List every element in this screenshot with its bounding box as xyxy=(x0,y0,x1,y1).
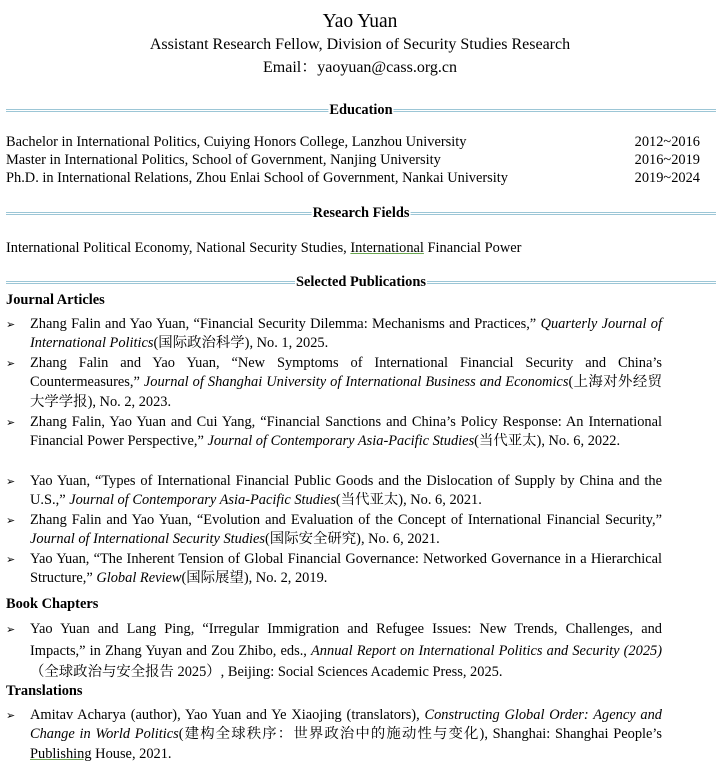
publication-item xyxy=(6,354,662,412)
pub-journal: Quarterly Journal of International Politics xyxy=(30,316,662,352)
translations-subheading: Translations xyxy=(6,683,83,699)
education-degree: Bachelor in International Politics, Cuiying Honors College, Lanzhou University xyxy=(6,134,467,150)
publication-item xyxy=(6,315,662,354)
pub-details: (国际展望), No. 2, 2019. xyxy=(181,570,328,587)
education-years: 2016~2019 xyxy=(634,152,700,168)
publication-item xyxy=(6,619,662,684)
pub-journal: Constructing Global Order: Agency and Change in World Politics xyxy=(30,707,662,743)
pub-details: (建构全球秩序：世界政治中的施动性与变化), Shanghai: Shanghai People’s xyxy=(178,726,662,743)
education-years: 2019~2024 xyxy=(634,170,700,186)
cv-name: Yao Yuan xyxy=(322,11,398,32)
arrowhead-bullet-icon: ➢ xyxy=(6,318,16,331)
pub-journal: Annual Report on International Politics and Security (2025) xyxy=(311,642,662,659)
journal-articles-subheading: Journal Articles xyxy=(6,292,105,308)
education-degree: Master in International Politics, School of Government, Nanjing University xyxy=(6,152,441,168)
pub-journal: Journal of Contemporary Asia-Pacific Studies xyxy=(69,492,336,509)
pub-citation: Amitav Acharya (author), Yao Yuan and Ye Xiaojing (translators), xyxy=(30,707,425,723)
book-chapters-subheading: Book Chapters xyxy=(6,596,99,612)
research-fields-part: Financial Power xyxy=(423,240,522,256)
publication-item xyxy=(6,472,662,511)
publications-heading: Selected Publications xyxy=(296,274,426,290)
pub-details: House, 2021. xyxy=(91,745,172,762)
education-row xyxy=(6,133,700,151)
cv-email: Email：yaoyuan@cass.org.cn xyxy=(263,59,457,76)
pub-citation: Yao Yuan, “The Inherent Tension of Global Financial Governance: Networked Governance in a Hierarchical Structure,” xyxy=(30,551,662,587)
arrowhead-bullet-icon: ➢ xyxy=(6,475,16,488)
research-fields-section-header xyxy=(6,204,716,222)
research-fields-text xyxy=(6,239,521,257)
education-years: 2012~2016 xyxy=(634,134,700,150)
pub-citation: Zhang Falin and Yao Yuan, “Evolution and Evaluation of the Concept of International Financial Security,” xyxy=(30,512,662,528)
publication-item xyxy=(6,511,662,550)
pub-details: （全球政治与安全报告 2025）, Beijing: Social Sciences Academic Press, 2025. xyxy=(30,664,503,680)
pub-details: (国际安全研究), No. 6, 2021. xyxy=(265,531,440,548)
education-degree: Ph.D. in International Relations, Zhou Enlai School of Government, Nankai University xyxy=(6,170,508,186)
arrowhead-bullet-icon: ➢ xyxy=(6,623,16,636)
arrowhead-bullet-icon: ➢ xyxy=(6,357,16,370)
arrowhead-bullet-icon: ➢ xyxy=(6,416,16,429)
pub-citation: Yao Yuan, “Types of International Financial Public Goods and the Dislocation of Supply by China and the U.S.,” xyxy=(30,473,662,509)
pub-citation: Zhang Falin, Yao Yuan and Cui Yang, “Financial Sanctions and China’s Policy Response: An International Financial Power Perspective,” xyxy=(30,414,662,450)
publication-item xyxy=(6,550,662,589)
education-section-header xyxy=(6,101,716,119)
education-row xyxy=(6,151,700,169)
research-fields-underlined: International xyxy=(350,240,424,256)
publications-section-header xyxy=(6,273,716,291)
pub-journal: Journal of International Security Studies xyxy=(30,531,266,548)
pub-details: (上海对外经贸大学学报), No. 2, 2023. xyxy=(30,374,662,410)
arrowhead-bullet-icon: ➢ xyxy=(6,553,16,566)
pub-details-underlined: Publishing xyxy=(30,745,92,762)
pub-details: (当代亚太), No. 6, 2021. xyxy=(335,492,482,509)
arrowhead-bullet-icon: ➢ xyxy=(6,709,16,722)
pub-citation: Zhang Falin and Yao Yuan, “New Symptoms of International Financial Security and China’s Countermeasures,” xyxy=(30,355,662,391)
pub-citation: Yao Yuan and Lang Ping, “Irregular Immigration and Refugee Issues: New Trends, Challenges, and Impacts,” in Zhang Yuyan and Zou Zhibo, eds., xyxy=(30,621,662,659)
pub-journal: Journal of Contemporary Asia-Pacific Studies xyxy=(207,433,475,450)
pub-journal: Journal of Shanghai University of International Business and Economics xyxy=(143,374,569,391)
pub-details: (当代亚太), No. 6, 2022. xyxy=(474,433,621,450)
arrowhead-bullet-icon: ➢ xyxy=(6,514,16,527)
research-fields-heading: Research Fields xyxy=(312,205,410,221)
cv-role: Assistant Research Fellow, Division of Security Studies Research xyxy=(149,36,571,53)
education-heading: Education xyxy=(329,102,393,118)
education-row xyxy=(6,169,700,187)
research-fields-part: International Political Economy, National Security Studies, xyxy=(6,240,351,256)
publication-item xyxy=(6,706,662,764)
pub-journal: Global Review xyxy=(96,570,182,587)
pub-details: (国际政治科学), No. 1, 2025. xyxy=(153,335,329,352)
publication-item xyxy=(6,413,662,452)
pub-citation: Zhang Falin and Yao Yuan, “Financial Security Dilemma: Mechanisms and Practices,” xyxy=(30,316,541,332)
